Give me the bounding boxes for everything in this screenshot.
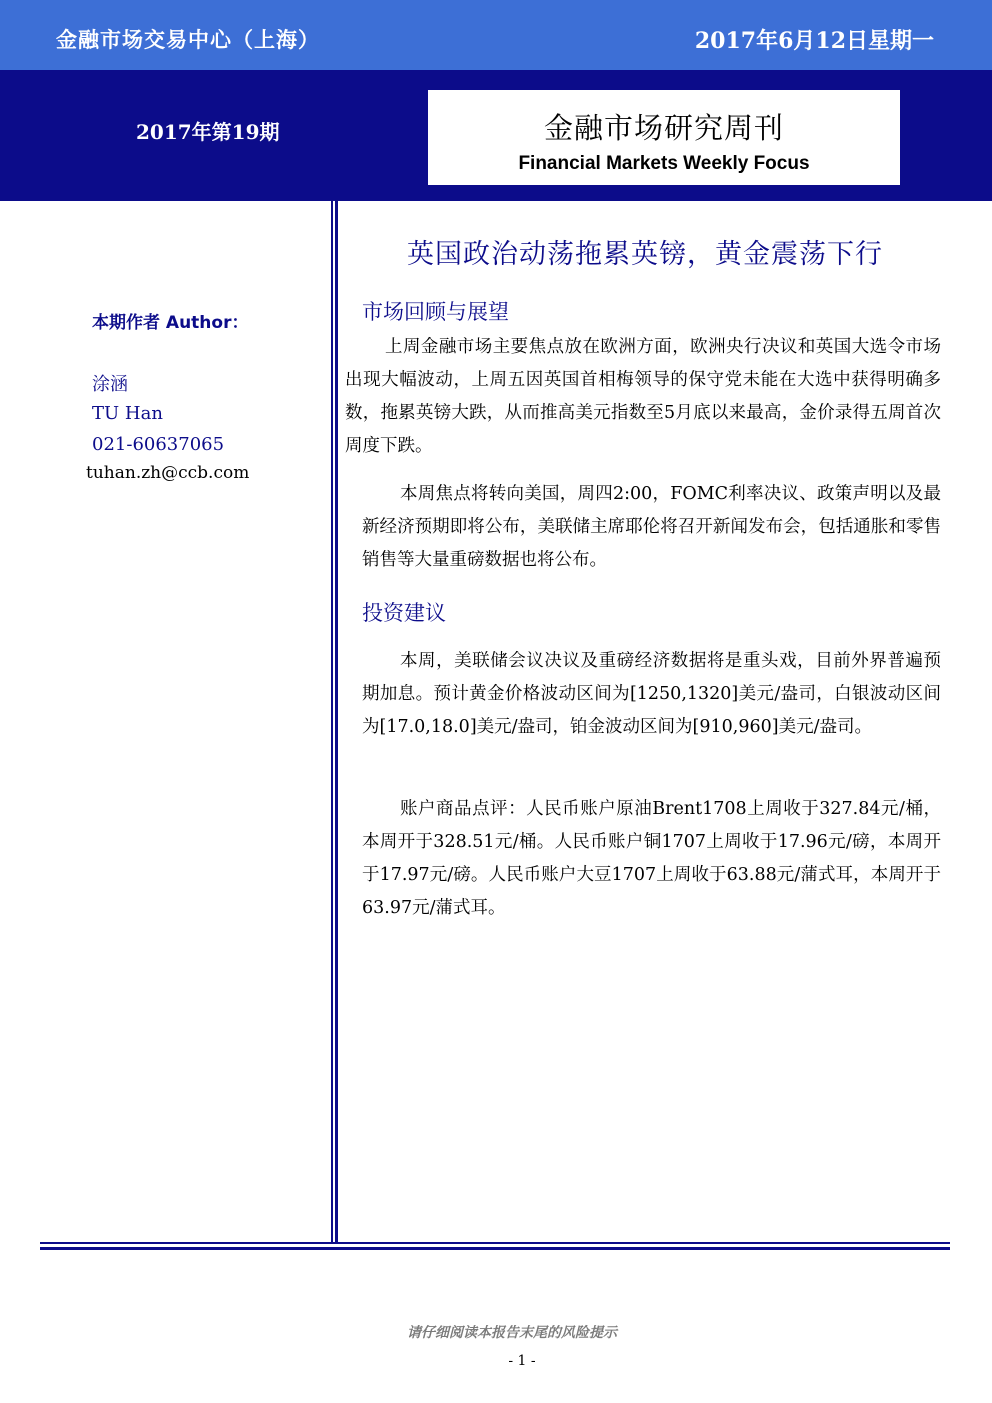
report-date: 2017年6月12日星期一	[694, 28, 934, 54]
issue-number: 2017年第19期	[136, 120, 280, 144]
author-name-cn: 涂涵	[92, 374, 128, 395]
author-email[interactable]: tuhan.zh@ccb.com	[86, 463, 250, 483]
author-phone: 021-60637065	[92, 434, 225, 455]
section-title-advice: 投资建议	[362, 601, 446, 625]
page-number: - 1 -	[508, 1353, 536, 1369]
publication-title-en: Financial Markets Weekly Focus	[518, 153, 810, 174]
publication-title-cn: 金融市场研究周刊	[543, 111, 784, 145]
article-headline: 英国政治动荡拖累英镑，黄金震荡下行	[407, 239, 883, 270]
org-name: 金融市场交易中心（上海）	[56, 28, 320, 52]
paragraph-advice: 本周，美联储会议决议及重磅经济数据将是重头戏，目前外界普遍预期加息。预计黄金价格波动区间为[1250,1320]美元/盎司，白银波动区间为[17.0,18.0]美元/盎司，铂金波动区间为[910,960]美元/盎司。	[362, 651, 941, 737]
column-divider	[331, 201, 338, 1243]
section-title-review: 市场回顾与展望	[362, 300, 509, 324]
author-label: 本期作者 Author：	[92, 313, 249, 333]
paragraph-outlook: 本周焦点将转向美国，周四2:00，FOMC利率决议、政策声明以及最新经济预期即将公布，美联储主席耶伦将召开新闻发布会，包括通胀和零售销售等大量重磅数据也将公布。	[362, 484, 941, 570]
paragraph-commodities: 账户商品点评：人民币账户原油Brent1708上周收于327.84元/桶，本周开于328.51元/桶。人民币账户铜1707上周收于17.96元/磅，本周开于17.97元/磅。人民币账户大豆1707上周收于63.88元/蒲式耳，本周开于63.97元/蒲式耳。	[362, 799, 941, 918]
paragraph-review: 上周金融市场主要焦点放在欧洲方面，欧洲央行决议和英国大选令市场出现大幅波动，上周五因英国首相梅领导的保守党未能在大选中获得明确多数，拖累英镑大跌，从而推高美元指数至5月底以来最高，金价录得五周首次周度下跌。	[345, 337, 941, 456]
top-bar	[0, 0, 992, 70]
author-name-en: TU Han	[92, 403, 163, 424]
title-band	[0, 70, 992, 201]
footer-divider	[40, 1242, 950, 1250]
risk-notice: 请仔细阅读本报告末尾的风险提示	[407, 1325, 617, 1341]
title-box	[428, 90, 900, 185]
